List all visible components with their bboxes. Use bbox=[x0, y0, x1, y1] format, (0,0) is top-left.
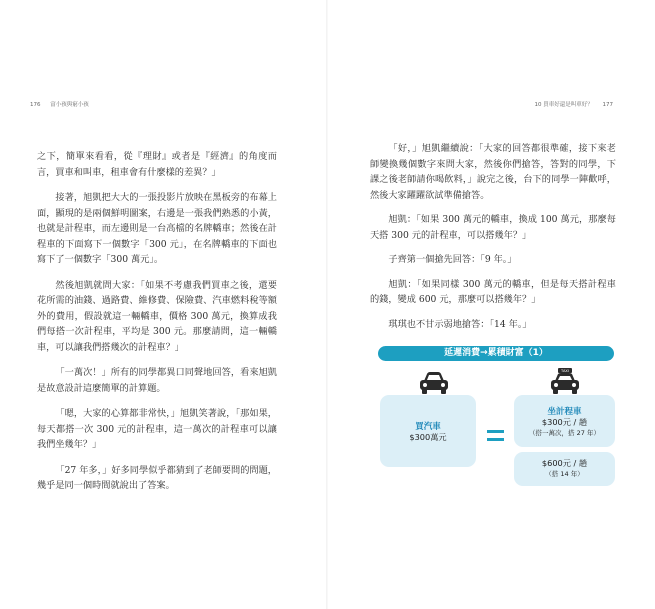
right-paragraph-4: 旭凱：「如果同樣 300 萬元的轎車，但是每天搭計程車的錢，變成 600 元，那麼可以搭幾年？」 bbox=[370, 278, 616, 305]
left-paragraph-4: 「一萬次！」所有的同學都異口同聲地回答，看來旭凱是故意設計這麼簡單的計算題。 bbox=[37, 367, 277, 394]
left-paragraph-6: 「27 年多，」好多同學似乎都猜到了老師要問的問題，幾乎是同一個時間就說出了答案。 bbox=[37, 464, 277, 491]
left-running-head: 富小孩與窮小孩 bbox=[50, 102, 89, 108]
right-paragraph-2: 旭凱：「如果 300 萬元的轎車，換成 100 萬元，那麼每天搭 300 元的計程車，可以搭幾年？」 bbox=[370, 214, 616, 241]
buy-car-value: $300萬元 bbox=[409, 432, 447, 442]
equals-icon bbox=[487, 430, 504, 444]
buy-car-box bbox=[380, 395, 476, 467]
taxi-300-box bbox=[514, 395, 615, 447]
comparison-figure bbox=[374, 338, 618, 490]
right-running-header bbox=[535, 100, 614, 108]
taxi-300-value: $300元 / 趟 bbox=[541, 417, 588, 427]
taxi-300-note: （搭一萬次，搭 27 年） bbox=[529, 429, 600, 437]
taxi-sign-text: TAXI bbox=[561, 369, 569, 374]
left-paragraph-2: 接著，旭凱把大大的一張投影片放映在黑板旁的布幕上面，顯現的是兩個鮮明圖案，右邊是一張我們熟悉的小黃，也就是計程車，而左邊則是一台高檔的名牌轎車；然後在計程車的下面寫下一個數字「300 元」，在名牌轎車的下面也寫下了一個數字「300 萬元」。 bbox=[37, 192, 277, 265]
taxi-icon bbox=[548, 368, 582, 398]
left-body-text bbox=[37, 149, 277, 504]
right-paragraph-3: 子齊第一個搶先回答：「9 年。」 bbox=[388, 254, 517, 265]
left-paragraph-5: 「嗯，大家的心算都非常快，」旭凱笑著說，「那如果，每天都搭一次 300 元的計程車，這一萬次的計程車可以讓我們坐幾年？」 bbox=[37, 408, 277, 450]
figure-title: 延遲消費→累積財富（1） bbox=[378, 346, 614, 361]
taxi-label: 坐計程車 bbox=[547, 407, 582, 417]
right-body-text bbox=[370, 141, 616, 341]
left-page bbox=[0, 0, 327, 609]
left-page-number: 176 bbox=[30, 102, 41, 108]
car-icon bbox=[417, 368, 451, 398]
left-paragraph-1: 之下，簡單來看看，從『理財』或者是『經濟』的角度而言，買車和叫車，租車會有什麼樣的差異？」 bbox=[37, 151, 277, 178]
taxi-600-value: $600元 / 趟 bbox=[541, 458, 588, 468]
taxi-600-box bbox=[514, 452, 615, 486]
right-page bbox=[328, 0, 655, 609]
buy-car-label: 買汽車 bbox=[415, 422, 441, 432]
right-page-number: 177 bbox=[602, 102, 613, 108]
left-running-header bbox=[30, 100, 89, 108]
taxi-600-note: （搭 14 年） bbox=[545, 470, 584, 478]
left-paragraph-3: 然後旭凱就問大家：「如果不考慮我們買車之後，還要花所需的油錢、過路費、維修費、保險費、汽車燃料稅等額外的費用，假設就這一輛轎車，價格 300 萬元，換算成我們每搭一次計程車，平均是 300 元。那麼請問，這一輛轎車，可以讓我們搭幾次的計程車？」 bbox=[37, 279, 277, 353]
right-paragraph-1: 「好，」旭凱繼續說：「大家的回答都很準確，接下來老師變換幾個數字來問大家，然後你們搶答，答對的同學，下課之後老師請你喝飲料，」說完之後，台下的同學一陣歡呼，然後大家躍躍欲試準備搶答。 bbox=[370, 143, 616, 201]
right-running-head: 10 買車好還是叫車好？ bbox=[534, 102, 593, 108]
right-paragraph-5: 琪琪也不甘示弱地搶答：「14 年。」 bbox=[388, 318, 532, 330]
